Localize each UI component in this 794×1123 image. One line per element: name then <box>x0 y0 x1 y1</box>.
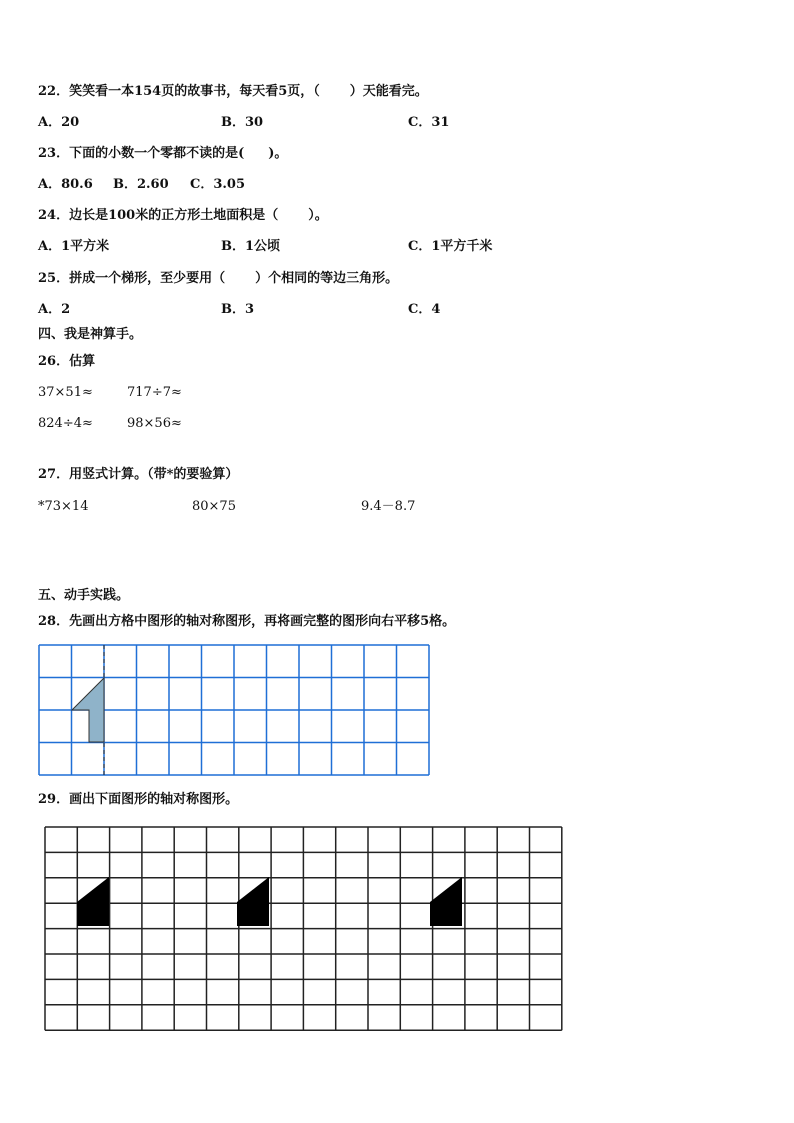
option-b: B．3 <box>221 302 255 317</box>
calculation-item: *73×14 <box>38 499 89 514</box>
question-25-stem <box>38 271 398 287</box>
option-c: C．4 <box>408 302 441 317</box>
option-a: A．1平方米 <box>38 239 110 254</box>
half-figure-shape <box>237 877 269 926</box>
question-24-stem <box>38 208 328 224</box>
section-four-heading: 四、我是神算手。 <box>38 327 143 342</box>
option-c: C．3.05 <box>190 177 246 192</box>
question-29-title: 29．画出下面图形的轴对称图形。 <box>38 792 239 807</box>
question-22-stem-suffix: ）天能看完。 <box>349 84 428 99</box>
question-28-grid[interactable] <box>39 645 429 775</box>
option-b: B．30 <box>221 115 264 130</box>
option-a: A．2 <box>38 302 71 317</box>
question-25-stem-suffix: ）个相同的等边三角形。 <box>255 271 399 286</box>
option-b: B．2.60 <box>113 177 169 192</box>
question-28-title: 28．先画出方格中图形的轴对称图形，再将画完整的图形向右平移5格。 <box>38 614 456 629</box>
estimate-item: 98×56≈ <box>127 416 182 431</box>
question-26-title: 26．估算 <box>38 354 96 369</box>
option-c: C．31 <box>408 115 450 130</box>
estimate-item: 824÷4≈ <box>38 416 93 431</box>
estimate-item: 717÷7≈ <box>127 385 182 400</box>
question-25-stem-prefix: 25．拼成一个梯形，至少要用（ <box>38 271 226 286</box>
question-23-stem-suffix: )。 <box>268 146 288 161</box>
option-a: A．80.6 <box>38 177 93 192</box>
question-29-grid[interactable] <box>45 827 562 1030</box>
half-figure-shape <box>77 877 109 926</box>
option-a: A．20 <box>38 115 80 130</box>
half-figure-shape <box>430 877 462 926</box>
calculation-item: 80×75 <box>192 499 236 514</box>
calculation-item: 9.4－8.7 <box>361 499 416 514</box>
question-22-stem <box>38 84 428 100</box>
question-24-stem-suffix: ）。 <box>308 208 328 223</box>
option-b: B．1公顷 <box>221 239 281 254</box>
question-22-stem-prefix: 22．笑笑看一本154页的故事书，每天看5页，（ <box>38 84 320 99</box>
question-24-stem-prefix: 24．边长是100米的正方形土地面积是（ <box>38 208 279 223</box>
question-27-title: 27．用竖式计算。（带*的要验算） <box>38 467 239 482</box>
estimate-item: 37×51≈ <box>38 385 93 400</box>
half-figure-shape <box>72 678 104 742</box>
section-five-heading: 五、动手实践。 <box>38 588 130 603</box>
question-23-stem <box>38 146 287 162</box>
option-c: C．1平方千米 <box>408 239 493 254</box>
question-23-stem-prefix: 23．下面的小数一个零都不读的是( <box>38 146 245 161</box>
